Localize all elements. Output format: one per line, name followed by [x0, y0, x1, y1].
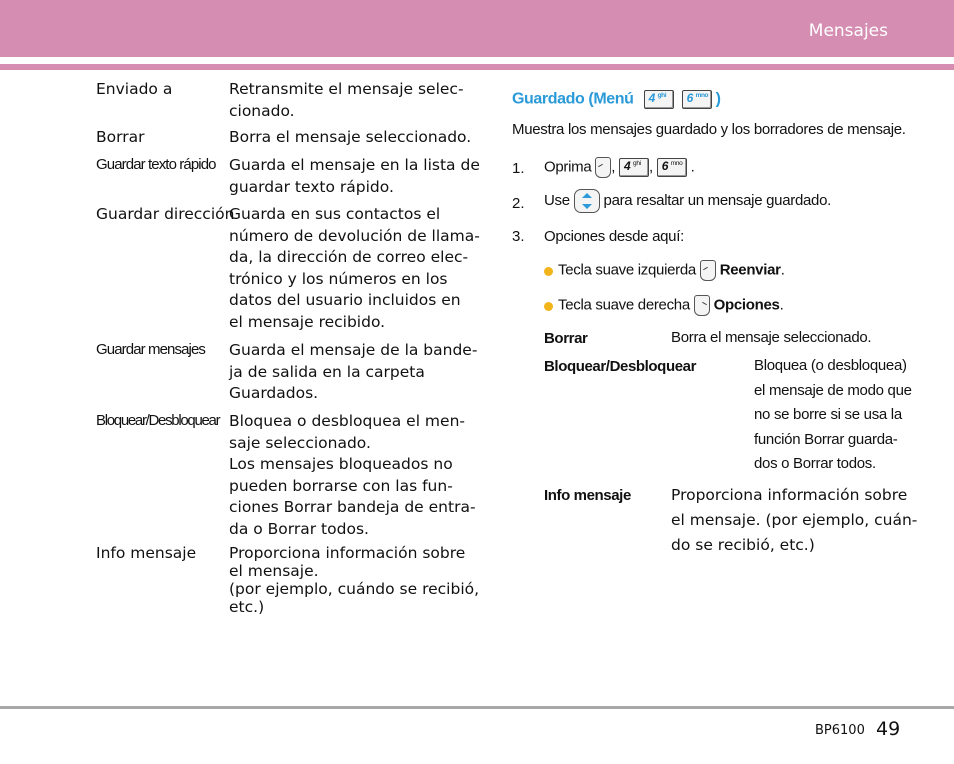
term-guardar-texto-rapido: Guardar texto rápido: [96, 156, 216, 173]
left-soft-key-icon: [595, 157, 611, 178]
option-def-bloquear: Bloquea (o desbloquea) el mensaje de modo que no se borre si se usa la función Borrar guarda- dos o Borrar todos.: [754, 357, 912, 472]
bullet-right-soft-key: Tecla suave derecha Opciones.: [558, 295, 783, 316]
header-divider: [0, 64, 954, 70]
navigation-key-icon: [574, 189, 600, 213]
def-guardar-direccion: Guarda en sus contactos el número de devolución de llama- da, la dirección de correo elec- trónico y los números en los datos del usuario incluidos en el mensaje recibido.: [229, 205, 480, 331]
term-borrar: Borrar: [96, 128, 145, 146]
footer-divider: [0, 706, 954, 709]
step-2: Use para resaltar un mensaje guardado.: [544, 189, 831, 213]
page-number: 49: [876, 718, 901, 740]
model-name: BP6100: [815, 723, 865, 738]
term-info-mensaje: Info mensaje: [96, 544, 197, 562]
option-term-borrar: Borrar: [544, 330, 588, 347]
def-guardar-texto-rapido: Guarda el mensaje en la lista de guardar texto rápido.: [229, 156, 480, 196]
right-soft-key-icon: [694, 295, 710, 316]
option-term-bloquear: Bloquear/Desbloquear: [544, 358, 697, 375]
term-guardar-mensajes: Guardar mensajes: [96, 341, 205, 358]
def-borrar: Borra el mensaje seleccionado.: [229, 128, 472, 146]
section-title: Mensajes: [808, 21, 888, 41]
step-1: Oprima , 4 ghi , 6 mno .: [544, 157, 695, 178]
section-heading: Guardado (Menú 4 ghi 6 mno ): [512, 90, 721, 108]
def-info-mensaje: Proporciona información sobre el mensaje. (por ejemplo, cuándo se recibió, etc.): [229, 544, 480, 616]
bullet-icon: [544, 267, 553, 276]
term-bloquear-desbloquear: Bloquear/Desbloquear: [96, 412, 220, 429]
def-enviado-a: Retransmite el mensaje selec- cionado.: [229, 80, 464, 120]
def-bloquear-desbloquear: Bloquea o desbloquea el men- saje seleccionado. Los mensajes bloqueados no pueden borrarse con las fun- ciones Borrar bandeja de entra- da o Borrar todos.: [229, 412, 476, 538]
option-def-info-mensaje: Proporciona información sobre el mensaje. (por ejemplo, cuán- do se recibió, etc.): [671, 486, 918, 554]
option-term-info-mensaje: Info mensaje: [544, 487, 631, 504]
step-3: Opciones desde aquí:: [544, 228, 684, 245]
bullet-icon: [544, 302, 553, 311]
def-guardar-mensajes: Guarda el mensaje de la bande- ja de salida en la carpeta Guardados.: [229, 341, 478, 402]
step-number: 2.: [512, 195, 525, 212]
section-intro: Muestra los mensajes guardado y los borradores de mensaje.: [512, 121, 906, 138]
step-number: 1.: [512, 160, 525, 177]
key-4-icon: 4 ghi: [619, 158, 649, 177]
left-soft-key-icon: [700, 260, 716, 281]
term-enviado-a: Enviado a: [96, 80, 173, 98]
key-4-icon: 4 ghi: [644, 90, 674, 109]
key-6-icon: 6 mno: [682, 90, 712, 109]
term-guardar-direccion: Guardar dirección: [96, 205, 235, 223]
key-6-icon: 6 mno: [657, 158, 687, 177]
step-number: 3.: [512, 228, 525, 245]
bullet-left-soft-key: Tecla suave izquierda Reenviar.: [558, 260, 785, 281]
option-def-borrar: Borra el mensaje seleccionado.: [671, 329, 872, 346]
